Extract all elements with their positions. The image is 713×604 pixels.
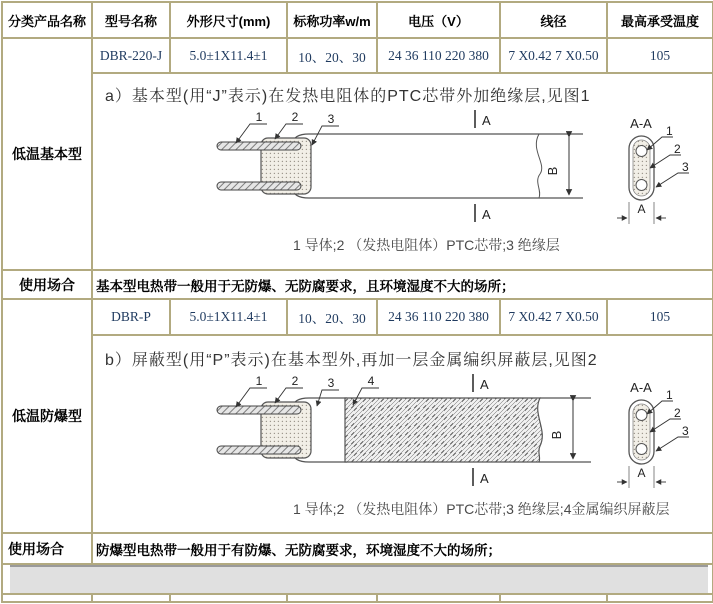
figure-cell-basic bbox=[92, 73, 713, 270]
usage-text-basic: 基本型电热带一般用于无防爆、无防腐要求，且环境湿度不大的场所； bbox=[92, 270, 713, 299]
figure-label-4: 4 bbox=[367, 374, 375, 388]
temp-cell: 105 bbox=[607, 38, 713, 73]
header-row bbox=[2, 2, 713, 38]
section-mark-top: A bbox=[482, 113, 491, 128]
power-cell: 10、20、30 bbox=[287, 299, 377, 335]
cross-section-conductor-top bbox=[636, 410, 647, 421]
size-cell: 5.0±1X11.4±1 bbox=[170, 38, 287, 73]
stub-cell bbox=[377, 594, 500, 602]
usage-label-shielded: 使用场合 bbox=[2, 533, 92, 564]
power-cell: 10、20、30 bbox=[287, 38, 377, 73]
cs-label-2: 2 bbox=[674, 406, 681, 420]
cs-label-2: 2 bbox=[674, 142, 681, 156]
width-dim-label: A bbox=[637, 202, 646, 216]
data-row-shielded bbox=[2, 299, 713, 335]
cs-label-3: 3 bbox=[682, 160, 689, 174]
conductor-bottom bbox=[217, 182, 301, 190]
figure-caption-b: b）屏蔽型(用“P”表示)在基本型外,再加一层金属编织屏蔽层,见图2 bbox=[105, 352, 598, 369]
figure-label-1: 1 bbox=[255, 374, 263, 388]
wire-cell: 7 X0.42 7 X0.50 bbox=[500, 299, 607, 335]
conductor-bottom bbox=[217, 446, 301, 454]
category-cell-shielded: 低温防爆型 bbox=[2, 299, 92, 533]
figure-label-3: 3 bbox=[327, 112, 335, 126]
header-size: 外形尺寸(mm) bbox=[170, 2, 287, 38]
section-mark-top: A bbox=[480, 377, 489, 392]
section-mark-bottom: A bbox=[480, 471, 489, 486]
figure-legend-a: 1 导体;2 （发热电阻体）PTC芯带;3 绝缘层 bbox=[293, 237, 560, 253]
empty-grey-row bbox=[2, 564, 713, 594]
conductor-top bbox=[217, 142, 301, 150]
header-model: 型号名称 bbox=[92, 2, 170, 38]
header-voltage: 电压（V） bbox=[377, 2, 500, 38]
width-dim-label: A bbox=[637, 466, 646, 480]
model-cell: DBR-P bbox=[92, 299, 170, 335]
cable-diagram-basic bbox=[93, 108, 712, 233]
header-category: 分类产品名称 bbox=[2, 2, 92, 38]
header-power: 标称功率w/m bbox=[287, 2, 377, 38]
stub-cell bbox=[92, 594, 170, 602]
usage-text-shielded: 防爆型电热带一般用于有防爆、无防腐要求，环境湿度不大的场所； bbox=[92, 533, 713, 564]
usage-row-shielded bbox=[2, 533, 713, 564]
header-wire-diameter: 线径 bbox=[500, 2, 607, 38]
stub-row bbox=[2, 594, 713, 602]
figure-cell-shielded bbox=[92, 335, 713, 533]
figure-label-1: 1 bbox=[255, 110, 263, 124]
usage-label-basic: 使用场合 bbox=[2, 270, 92, 299]
cross-section-title: A-A bbox=[630, 116, 652, 131]
jacket-outline bbox=[293, 134, 530, 198]
data-row-basic bbox=[2, 38, 713, 73]
stub-cell bbox=[607, 594, 713, 602]
grey-bar bbox=[10, 565, 708, 593]
empty-grey-cell bbox=[2, 564, 713, 594]
stub-cell bbox=[287, 594, 377, 602]
category-cell-basic: 低温基本型 bbox=[2, 38, 92, 270]
figure-row-shielded bbox=[2, 335, 713, 533]
header-max-temp: 最高承受温度 bbox=[607, 2, 713, 38]
product-spec-table bbox=[1, 1, 713, 603]
cross-section-conductor-top bbox=[636, 146, 647, 157]
height-dim-label: B bbox=[545, 166, 560, 176]
figure-label-2: 2 bbox=[291, 110, 299, 124]
height-dim-label: B bbox=[549, 430, 564, 440]
size-cell: 5.0±1X11.4±1 bbox=[170, 299, 287, 335]
braid-shield bbox=[345, 398, 542, 462]
cross-section-conductor-bottom bbox=[636, 444, 647, 455]
voltage-cell: 24 36 110 220 380 bbox=[377, 299, 500, 335]
stub-cell bbox=[170, 594, 287, 602]
temp-cell: 105 bbox=[607, 299, 713, 335]
stub-cell bbox=[500, 594, 607, 602]
stub-cell bbox=[2, 594, 92, 602]
cs-label-1: 1 bbox=[666, 124, 673, 138]
figure-caption-a: a）基本型(用“J”表示)在发热电阻体的PTC芯带外加绝缘层,见图1 bbox=[105, 88, 591, 105]
usage-row-basic bbox=[2, 270, 713, 299]
conductor-top bbox=[217, 406, 301, 414]
figure-row-basic bbox=[2, 73, 713, 270]
section-mark-bottom: A bbox=[482, 207, 491, 222]
model-cell: DBR-220-J bbox=[92, 38, 170, 73]
break-line bbox=[536, 134, 541, 198]
cs-label-1: 1 bbox=[666, 388, 673, 402]
wire-cell: 7 X0.42 7 X0.50 bbox=[500, 38, 607, 73]
figure-label-3: 3 bbox=[327, 376, 335, 390]
voltage-cell: 24 36 110 220 380 bbox=[377, 38, 500, 73]
figure-legend-b: 1 导体;2 （发热电阻体）PTC芯带;3 绝缘层;4金属编织屏蔽层 bbox=[293, 501, 670, 517]
cs-label-3: 3 bbox=[682, 424, 689, 438]
cable-diagram-shielded bbox=[93, 372, 712, 497]
cross-section-title: A-A bbox=[630, 380, 652, 395]
figure-label-2: 2 bbox=[291, 374, 299, 388]
cross-section-conductor-bottom bbox=[636, 180, 647, 191]
